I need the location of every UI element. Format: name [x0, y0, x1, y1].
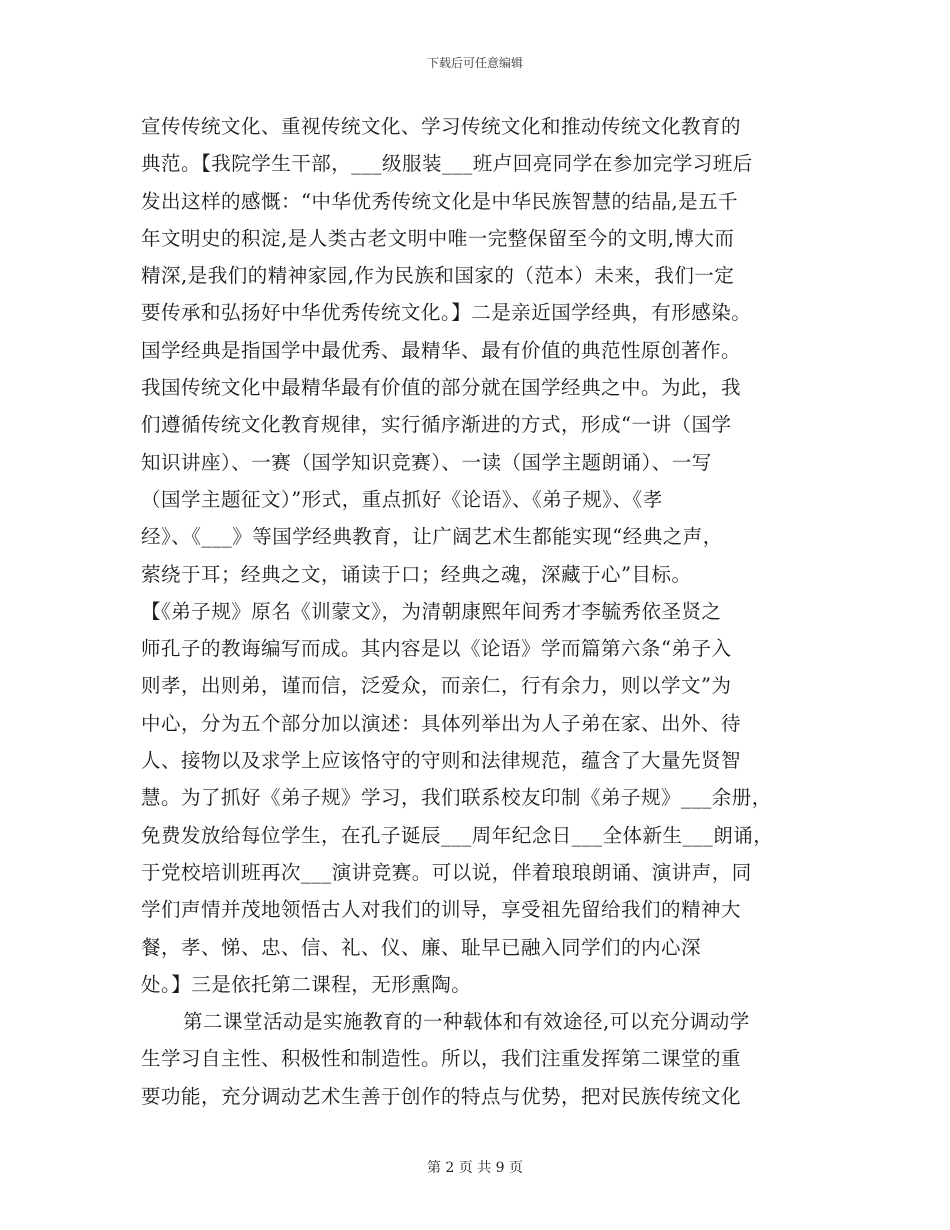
text-line: 于党校培训班再次___演讲竞赛。可以说，伴着琅琅朗诵、演讲声，同	[141, 860, 752, 884]
text-line: 处。】三是依托第二课程，无形熏陶。	[141, 972, 472, 996]
text-line: 精深,是我们的精神家园,作为民族和国家的（范本）未来，我们一定	[141, 264, 735, 288]
text-line: 要功能，充分调动艺术生善于创作的特点与优势，把对民族传统文化	[141, 1084, 742, 1108]
text-line: 知识讲座）、一赛（国学知识竞赛）、一读（国学主题朗诵）、一写	[141, 450, 712, 474]
text-line: 要传承和弘扬好中华优秀传统文化。】二是亲近国学经典，有形感染。	[141, 301, 752, 325]
document-body	[141, 108, 811, 1115]
text-line: 生学习自主性、积极性和制造性。所以，我们注重发挥第二课堂的重	[141, 1047, 742, 1071]
text-line: 发出这样的感慨：“中华优秀传统文化是中华民族智慧的结晶,是五千	[141, 189, 739, 213]
page-header-note: 下载后可任意编辑	[426, 56, 523, 70]
text-line: 我国传统文化中最精华最有价值的部分就在国学经典之中。为此，我	[141, 376, 742, 400]
text-line: 典范。【我院学生干部，___级服装___班卢回亮同学在参加完学习班后	[141, 152, 753, 176]
text-line: 人、接物以及求学上应该恪守的守则和法律规范，蕴含了大量先贤智	[141, 749, 742, 773]
text-line: 学们声情并茂地领悟古人对我们的训导，享受祖先留给我们的精神大	[141, 898, 742, 922]
text-line: 免费发放给每位学生，在孔子诞辰___周年纪念日___全体新生___朗诵，	[141, 823, 774, 847]
text-line: 【《弟子规》原名《训蒙文》，为清朝康熙年间秀才李毓秀依圣贤之	[141, 599, 722, 623]
text-line: （国学主题征文）”形式，重点抓好《论语》、《弟子规》、《孝	[141, 487, 663, 511]
text-line: 则孝，出则弟，谨而信，泛爱众，而亲仁，行有余力，则以学文”为	[141, 674, 732, 698]
page-number-footer: 第 2 页 共 9 页	[426, 1160, 524, 1176]
paragraph-first-line: 第二课堂活动是实施教育的一种载体和有效途径,可以充分调动学	[183, 1010, 750, 1034]
text-line: 年文明史的积淀,是人类古老文明中唯一完整保留至今的文明,博大而	[141, 226, 735, 250]
text-line: 们遵循传统文化教育规律，实行循序渐进的方式，形成“一讲（国学	[141, 413, 732, 437]
text-line: 中心，分为五个部分加以演述：具体列举出为人子弟在家、出外、待	[141, 711, 742, 735]
text-line: 餐，孝、悌、忠、信、礼、仪、廉、耻早已融入同学们的内心深	[141, 935, 702, 959]
text-line: 经》、《___》等国学经典教育，让广阔艺术生都能实现“经典之声，	[141, 525, 723, 549]
text-line: 慧。为了抓好《弟子规》学习，我们联系校友印制《弟子规》___余册，	[141, 786, 772, 810]
text-line: 师孔子的教诲编写而成。其内容是以《论语》学而篇第六条“弟子入	[141, 637, 732, 661]
text-line: 国学经典是指国学中最优秀、最精华、最有价值的典范性原创著作。	[141, 338, 742, 362]
text-line: 宣传传统文化、重视传统文化、学习传统文化和推动传统文化教育的	[141, 115, 742, 138]
text-line: 萦绕于耳；经典之文，诵读于口；经典之魂，深藏于心”目标。	[141, 562, 692, 586]
